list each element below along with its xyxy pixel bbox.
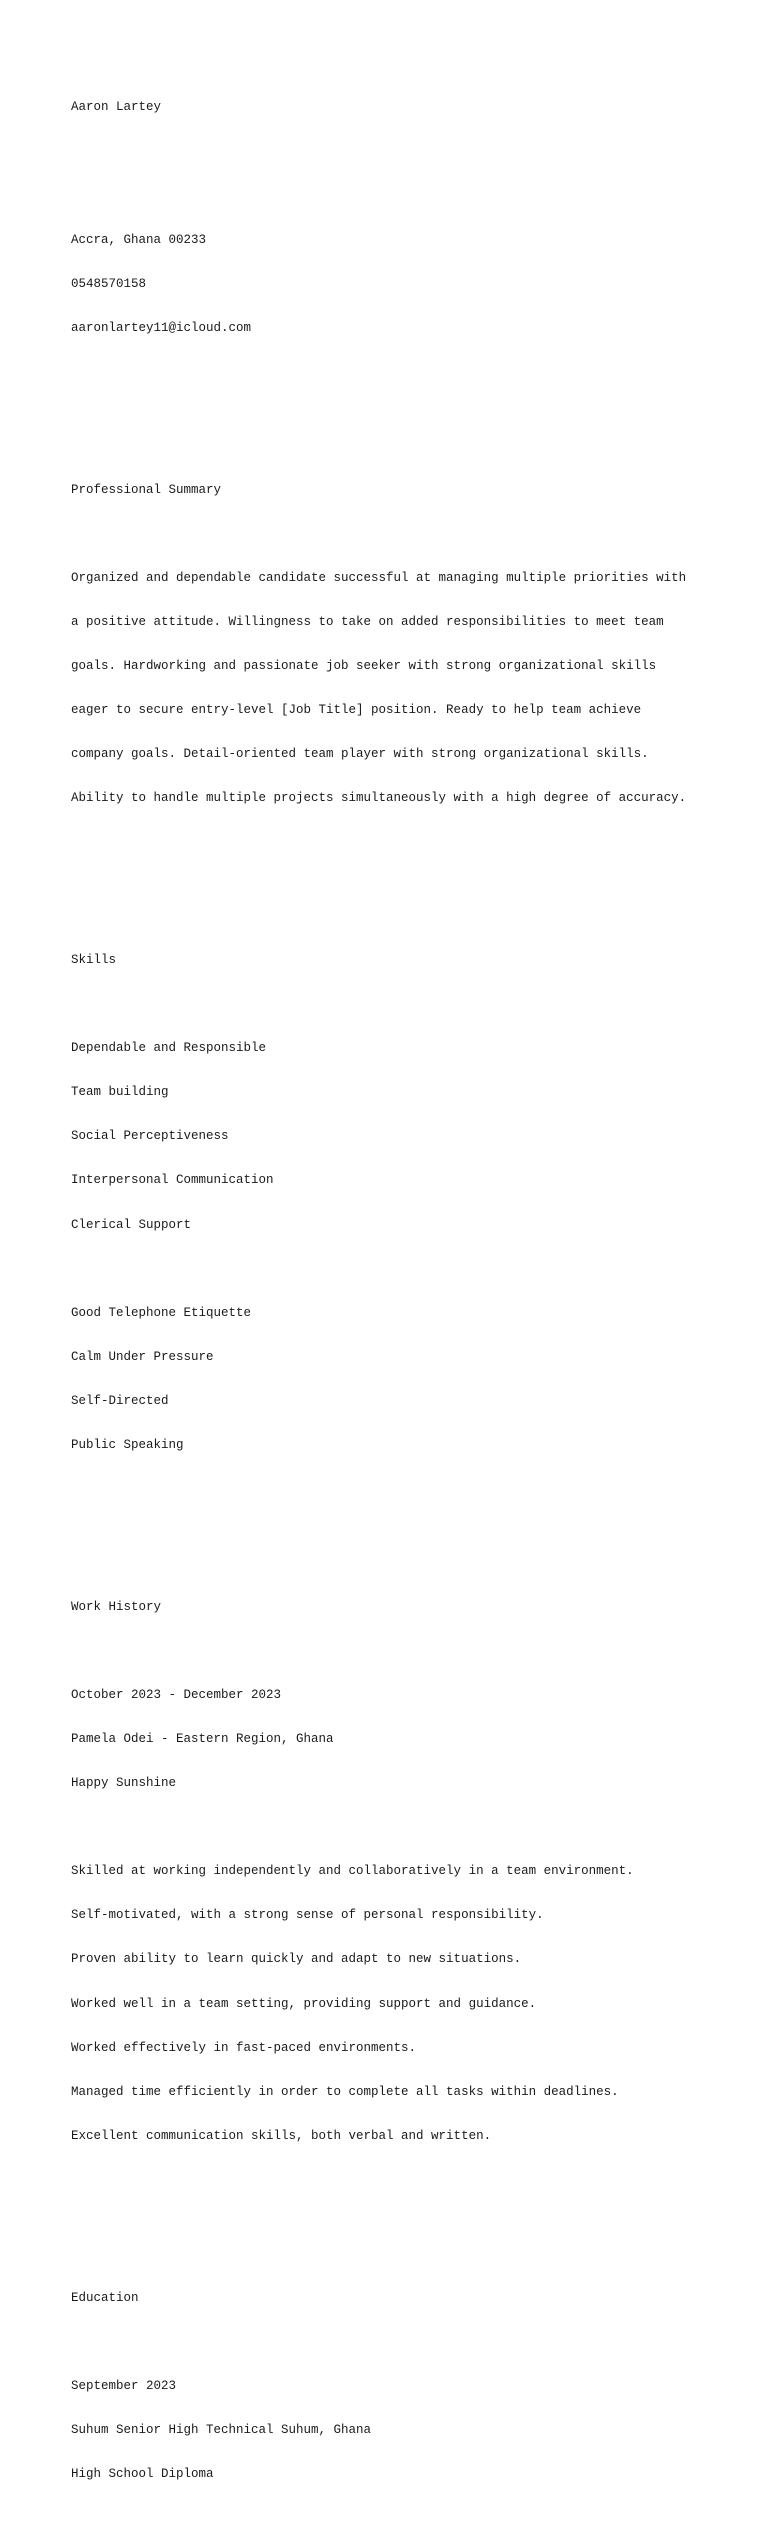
resume-document — [71, 71, 721, 2526]
summary-heading: Professional Summary — [71, 482, 222, 497]
skill-item: Self-Directed — [71, 1393, 169, 1408]
work-line: Worked well in a team setting, providing support and guidance. — [71, 1996, 537, 2011]
spacer — [71, 2335, 721, 2350]
work-line: Excellent communication skills, both verbal and written. — [71, 2128, 492, 2143]
spacer — [71, 2202, 721, 2217]
work-heading: Work History — [71, 1599, 162, 1614]
work-line: Proven ability to learn quickly and adapt to new situations. — [71, 1952, 522, 1967]
skill-item: Interpersonal Communication — [71, 1173, 274, 1188]
education-date: September 2023 — [71, 2378, 177, 2393]
spacer — [71, 1820, 721, 1835]
skill-item: Public Speaking — [71, 1437, 184, 1452]
spacer — [71, 145, 721, 160]
spacer — [71, 997, 721, 1012]
skill-item: Good Telephone Etiquette — [71, 1305, 252, 1320]
skill-item: Calm Under Pressure — [71, 1349, 214, 1364]
summary-line: a positive attitude. Willingness to take on added responsibilities to meet team — [71, 614, 664, 629]
work-section — [71, 1570, 721, 2173]
work-employer: Pamela Odei - Eastern Region, Ghana — [71, 1731, 334, 1746]
work-line: Managed time efficiently in order to complete all tasks within deadlines. — [71, 2084, 619, 2099]
contact-address: Accra, Ghana 00233 — [71, 232, 207, 247]
candidate-name: Aaron Lartey — [71, 100, 162, 115]
summary-section — [71, 453, 721, 835]
skill-item: Clerical Support — [71, 1217, 192, 1232]
work-dates: October 2023 - December 2023 — [71, 1687, 282, 1702]
summary-line: goals. Hardworking and passionate job seeker with strong organizational skills — [71, 658, 657, 673]
summary-line: eager to secure entry-level [Job Title] position. Ready to help team achieve — [71, 703, 642, 718]
work-line: Worked effectively in fast-paced environments. — [71, 2040, 417, 2055]
spacer — [71, 1262, 721, 1277]
education-school: Suhum Senior High Technical Suhum, Ghana — [71, 2422, 372, 2437]
summary-line: company goals. Detail-oriented team player with strong organizational skills. — [71, 747, 649, 762]
skill-item: Social Perceptiveness — [71, 1129, 229, 1144]
education-heading: Education — [71, 2290, 139, 2305]
education-degree: High School Diploma — [71, 2466, 214, 2481]
spacer — [71, 394, 721, 409]
work-line: Self-motivated, with a strong sense of personal responsibility. — [71, 1908, 544, 1923]
spacer — [71, 527, 721, 542]
education-section — [71, 2261, 721, 2511]
skills-section — [71, 924, 721, 1483]
spacer — [71, 1511, 721, 1526]
skill-item: Team building — [71, 1085, 169, 1100]
contact-block — [71, 203, 721, 365]
summary-line: Ability to handle multiple projects simultaneously with a high degree of accuracy. — [71, 791, 687, 806]
spacer — [71, 865, 721, 880]
spacer — [71, 1644, 721, 1659]
contact-email: aaronlartey11@icloud.com — [71, 320, 252, 335]
skills-heading: Skills — [71, 952, 117, 967]
summary-line: Organized and dependable candidate successful at managing multiple priorities with — [71, 570, 687, 585]
work-company: Happy Sunshine — [71, 1776, 177, 1791]
work-line: Skilled at working independently and collaboratively in a team environment. — [71, 1864, 634, 1879]
contact-phone: 0548570158 — [71, 276, 147, 291]
skill-item: Dependable and Responsible — [71, 1041, 267, 1056]
